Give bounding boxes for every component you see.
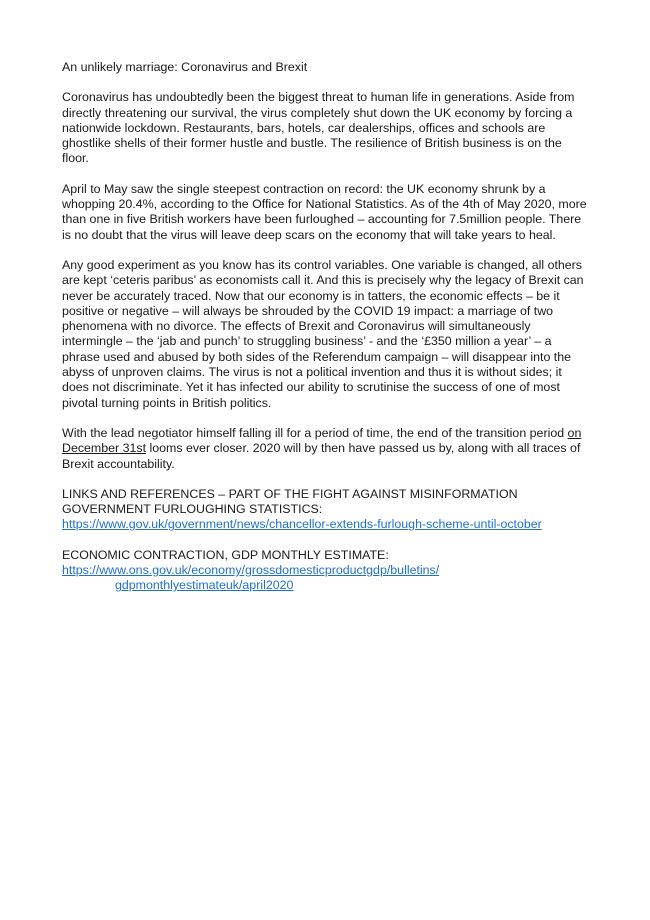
reference-2-link-line-2[interactable]: gdpmonthlyestimateuk/april2020 <box>115 578 294 593</box>
references-heading: LINKS AND REFERENCES – PART OF THE FIGHT AGAINST MISINFORMATION <box>62 486 518 501</box>
paragraph-4 <box>62 426 592 472</box>
document-page <box>62 60 592 609</box>
paragraph-3: Any good experiment as you know has its control variables. One variable is changed, all others are kept ‘ceteris paribus’ as economists call it. And this is precisely why the legacy of Brexit can never be accurately traced. Now that our economy is in tatters, the economic effects – be it positive or negative – will always be shrouded by the COVID 19 impact: a marriage of two phenomena with no divorce. The effects of Brexit and Coronavirus will simultaneously intermingle – the ‘jab and punch’ to struggling business’ - and the ‘£350 million a year’ – a phrase used and abused by both sides of the Referendum campaign – will disappear into the abyss of unproven claims. The virus is not a political invention and thus it is without sides; it does not discriminate. Yet it has infected our ability to scrutinise the success of one of most pivotal turning points in British politics. <box>62 257 584 410</box>
reference-2-link-line-1[interactable]: https://www.ons.gov.uk/economy/grossdomesticproductgdp/bulletins/ <box>62 563 440 578</box>
reference-2-label: ECONOMIC CONTRACTION, GDP MONTHLY ESTIMATE: <box>62 547 389 562</box>
paragraph-4-text-start: With the lead negotiator himself falling ill for a period of time, the end of the transition period <box>62 425 568 440</box>
reference-1-link[interactable]: https://www.gov.uk/government/news/chancellor-extends-furlough-scheme-until-october <box>62 517 542 532</box>
paragraph-4-date-underlined: on December 31st <box>62 425 582 456</box>
reference-2-block <box>62 548 592 594</box>
paragraph-2: April to May saw the single steepest contraction on record: the UK economy shrunk by a whopping 20.4%, according to the Office for National Statistics. As of the 4th of May 2020, more than one in five British workers have been furloughed – accounting for 7.5million people. There is no doubt that the virus will leave deep scars on the economy that will take years to heal. <box>62 181 587 242</box>
references-section <box>62 487 592 533</box>
document-title: An unlikely marriage: Coronavirus and Brexit <box>62 60 308 74</box>
reference-1-label: GOVERNMENT FURLOUGHING STATISTICS: <box>62 502 323 517</box>
paragraph-1: Coronavirus has undoubtedly been the biggest threat to human life in generations. Aside from directly threatening our survival, the virus completely shut down the UK economy by forcing a nationwide lockdown. Restaurants, bars, hotels, car dealerships, offices and schools are ghostlike shells of their former hustle and bustle. The resilience of British business is on the floor. <box>62 90 575 166</box>
paragraph-4-text-end: looms ever closer. 2020 will by then have passed us by, along with all traces of Brexit accountability. <box>62 441 581 471</box>
